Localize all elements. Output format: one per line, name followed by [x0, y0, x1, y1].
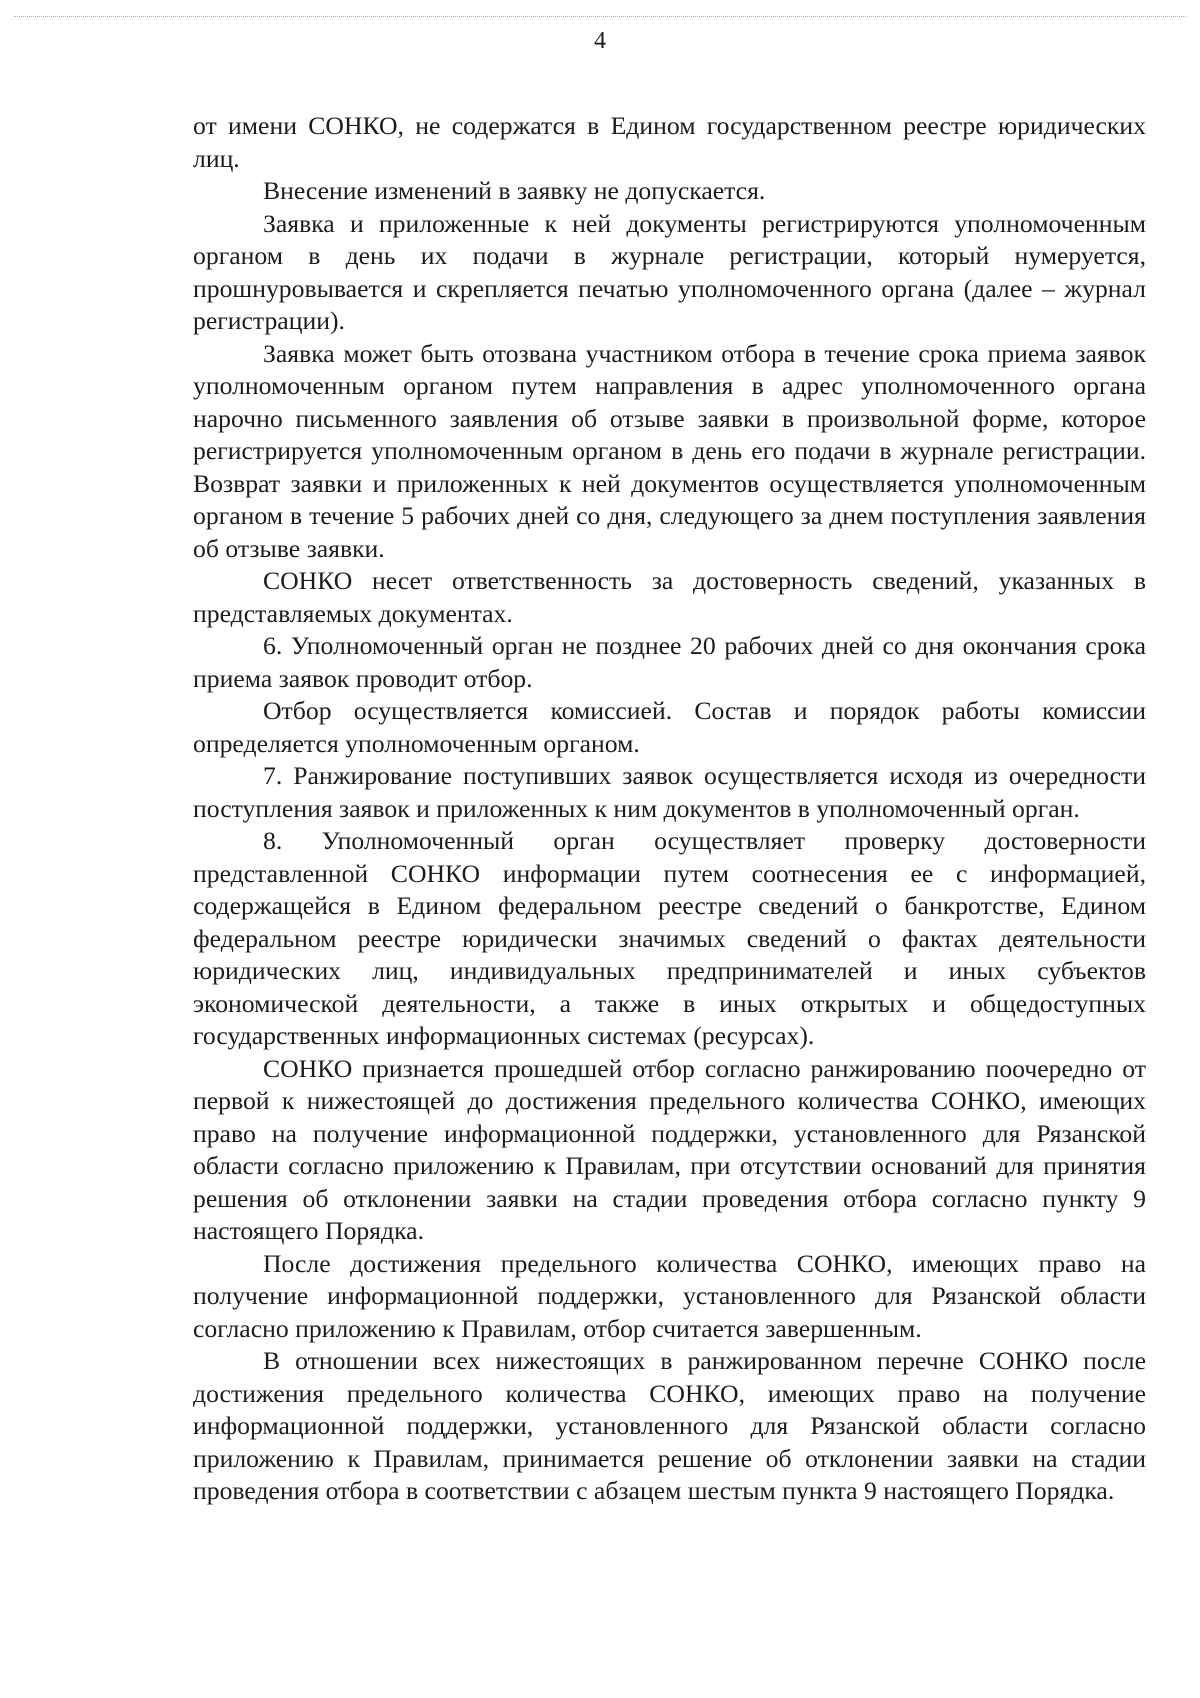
paragraph-item-8: 8. Уполномоченный орган осуществляет проверку достоверности представленной СОНКО информации путем соотнесения ее с информацией, содержащейся в Едином федеральном реестре сведений о банкротстве, Едином федеральном реестре юридически значимых сведений о фактах деятельности юридических лиц, индивидуальных предпринимателей и иных субъектов экономической деятельности, а также в иных открытых и общедоступных государственных информационных системах (ресурсах).: [193, 826, 1146, 1050]
paragraph: СОНКО несет ответственность за достоверность сведений, указанных в представляемых документах.: [193, 566, 1146, 628]
page-number: 4: [594, 28, 606, 54]
paragraph-continuation: от имени СОНКО, не содержатся в Едином государственном реестре юридических лиц.: [193, 111, 1146, 173]
paragraph: В отношении всех нижестоящих в ранжированном перечне СОНКО после достижения предельного количества СОНКО, имеющих право на получение информационной поддержки, установленного для Рязанской области согласно приложению к Правилам, принимается решение об отклонении заявки на стадии проведения отбора в соответствии с абзацем шестым пункта 9 настоящего Порядка.: [193, 1346, 1146, 1505]
paragraph: Отбор осуществляется комиссией. Состав и порядок работы комиссии определяется уполномоченным органом.: [193, 696, 1146, 758]
paragraph: Заявка и приложенные к ней документы регистрируются уполномоченным органом в день их подачи в журнале регистрации, который нумеруется, прошнуровывается и скрепляется печатью уполномоченного органа (далее – журнал регистрации).: [193, 208, 1146, 335]
paragraph-item-6: 6. Уполномоченный орган не позднее 20 рабочих дней со дня окончания срока приема заявок проводит отбор.: [193, 631, 1146, 693]
paragraph-item-7: 7. Ранжирование поступивших заявок осуществляется исходя из очередности поступления заявок и приложенных к ним документов в уполномоченный орган.: [193, 761, 1146, 823]
scan-edge-line: [14, 16, 1186, 19]
paragraph: После достижения предельного количества СОНКО, имеющих право на получение информационной поддержки, установленного для Рязанской области согласно приложению к Правилам, отбор считается завершенным.: [193, 1248, 1146, 1343]
paragraph: Заявка может быть отозвана участником отбора в течение срока приема заявок уполномоченным органом путем направления в адрес уполномоченного органа нарочно письменного заявления об отзыве заявки в произвольной форме, которое регистрируется уполномоченным органом в день его подачи в журнале регистрации. Возврат заявки и приложенных к ней документов осуществляется уполномоченным органом в течение 5 рабочих дней со дня, следующего за днем поступления заявления об отзыве заявки.: [193, 338, 1146, 563]
paragraph: СОНКО признается прошедшей отбор согласно ранжированию поочередно от первой к нижестоящей до достижения предельного количества СОНКО, имеющих право на получение информационной поддержки, установленного для Рязанской области согласно приложению к Правилам, при отсутствии оснований для принятия решения об отклонении заявки на стадии проведения отбора согласно пункту 9 настоящего Порядка.: [193, 1053, 1146, 1245]
document-body: [193, 110, 1146, 1508]
paragraph: Внесение изменений в заявку не допускается.: [263, 176, 766, 205]
